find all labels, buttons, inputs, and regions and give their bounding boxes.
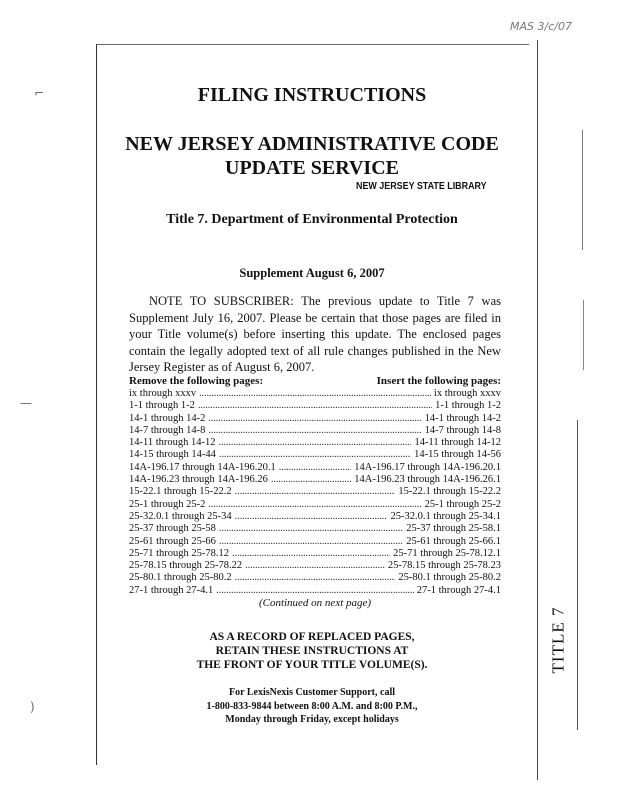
table-header bbox=[129, 375, 501, 387]
remove-pages: 25-1 through 25-2 bbox=[129, 498, 206, 510]
title-tab-label: TITLE 7 bbox=[548, 606, 568, 674]
insert-pages: 27-1 through 27-4.1 bbox=[416, 584, 501, 596]
remove-pages: 25-37 through 25-58 bbox=[129, 523, 216, 535]
remove-pages: 25-61 through 25-66 bbox=[129, 535, 216, 547]
leader-dots bbox=[219, 536, 403, 548]
remove-pages: 27-1 through 27-4.1 bbox=[129, 584, 214, 596]
insert-pages: 14-7 through 14-8 bbox=[424, 424, 501, 436]
customer-support: For LexisNexis Customer Support, call 1-800-833-9844 between 8:00 A.M. and 8:00 P.M., Monday through Friday, except holidays bbox=[206, 687, 418, 725]
table-row bbox=[129, 499, 501, 511]
table-row bbox=[129, 536, 501, 548]
remove-pages: 14-7 through 14-8 bbox=[129, 424, 206, 436]
table-row bbox=[129, 560, 501, 572]
table-row bbox=[129, 449, 501, 461]
remove-pages: 25-80.1 through 25-80.2 bbox=[129, 572, 232, 584]
insert-pages: 15-22.1 through 15-22.2 bbox=[398, 486, 501, 498]
remove-pages: 25-32.0.1 through 25-34 bbox=[129, 510, 232, 522]
remove-pages: 14A-196.17 through 14A-196.20.1 bbox=[129, 461, 276, 473]
table-row bbox=[129, 474, 501, 486]
leader-dots bbox=[235, 572, 396, 584]
remove-pages: 14-15 through 14-44 bbox=[129, 449, 216, 461]
leader-dots bbox=[219, 437, 412, 449]
margin-tick: ⌐ bbox=[34, 86, 45, 100]
page-replacement-table bbox=[129, 375, 501, 609]
code-title: NEW JERSEY ADMINISTRATIVE CODE UPDATE SERVICE bbox=[125, 133, 499, 179]
remove-pages: ix through xxxv bbox=[129, 388, 197, 399]
leader-dots bbox=[219, 523, 403, 535]
insert-column-header: Insert the following pages: bbox=[376, 375, 501, 387]
leader-dots bbox=[235, 486, 396, 498]
leader-dots bbox=[245, 560, 385, 572]
leader-dots bbox=[271, 474, 351, 486]
insert-pages: 14-11 through 14-12 bbox=[414, 437, 501, 449]
insert-pages: 14-15 through 14-56 bbox=[414, 449, 501, 461]
library-stamp: NEW JERSEY STATE LIBRARY bbox=[356, 180, 487, 192]
remove-pages: 25-71 through 25-78.12 bbox=[129, 547, 230, 559]
subject-heading: Title 7. Department of Environmental Protection bbox=[166, 212, 458, 227]
document-title: FILING INSTRUCTIONS bbox=[197, 84, 427, 106]
tab-edge-mark bbox=[583, 300, 584, 370]
insert-pages: 14-1 through 14-2 bbox=[424, 412, 501, 424]
table-row bbox=[129, 413, 501, 425]
margin-tick: ) bbox=[30, 700, 35, 714]
subscriber-note: NOTE TO SUBSCRIBER: The previous update to Title 7 was Supplement July 16, 2007. Please be certain that those pages are filed in your Title volume(s) before inserting this update. The enclosed pages contain the legally adopted text of all rule changes published in the New Jersey Register as of August 6, 2007. bbox=[129, 294, 501, 374]
remove-pages: 25-78.15 through 25-78.22 bbox=[129, 560, 243, 572]
leader-dots bbox=[232, 548, 390, 560]
insert-pages: ix through xxxv bbox=[433, 388, 501, 399]
record-instructions: AS A RECORD OF REPLACED PAGES, RETAIN THESE INSTRUCTIONS AT THE FRONT OF YOUR TITLE VOLUME(S). bbox=[196, 631, 428, 671]
table-rows bbox=[129, 388, 501, 597]
leader-dots bbox=[198, 400, 432, 412]
table-row bbox=[129, 572, 501, 584]
leader-dots bbox=[208, 425, 421, 437]
insert-pages: 1-1 through 1-2 bbox=[435, 400, 501, 412]
table-row bbox=[129, 462, 501, 474]
insert-pages: 25-32.0.1 through 25-34.1 bbox=[390, 510, 501, 522]
remove-pages: 15-22.1 through 15-22.2 bbox=[129, 486, 232, 498]
remove-pages: 1-1 through 1-2 bbox=[129, 400, 195, 412]
insert-pages: 25-61 through 25-66.1 bbox=[406, 535, 501, 547]
table-row bbox=[129, 486, 501, 498]
remove-column-header: Remove the following pages: bbox=[129, 375, 264, 387]
insert-pages: 25-37 through 25-58.1 bbox=[406, 523, 501, 535]
table-row bbox=[129, 548, 501, 560]
leader-dots bbox=[279, 462, 352, 474]
table-row bbox=[129, 400, 501, 412]
insert-pages: 25-71 through 25-78.12.1 bbox=[393, 547, 501, 559]
table-row bbox=[129, 585, 501, 597]
leader-dots bbox=[219, 449, 411, 461]
continued-note: (Continued on next page) bbox=[258, 597, 372, 610]
leader-dots bbox=[208, 413, 421, 425]
insert-pages: 25-1 through 25-2 bbox=[424, 498, 501, 510]
insert-pages: 14A-196.23 through 14A-196.26.1 bbox=[354, 474, 501, 486]
leader-dots bbox=[235, 511, 388, 523]
margin-tick: — bbox=[20, 396, 32, 410]
remove-pages: 14A-196.23 through 14A-196.26 bbox=[129, 474, 268, 486]
leader-dots bbox=[208, 499, 421, 511]
insert-pages: 25-80.1 through 25-80.2 bbox=[398, 572, 501, 584]
tab-edge-mark bbox=[577, 420, 578, 730]
remove-pages: 14-11 through 14-12 bbox=[129, 437, 216, 449]
table-row bbox=[129, 523, 501, 535]
table-row bbox=[129, 388, 501, 400]
leader-dots bbox=[216, 585, 413, 597]
handwritten-note: MAS 3/c/07 bbox=[510, 20, 572, 33]
insert-pages: 25-78.15 through 25-78.23 bbox=[387, 560, 501, 572]
table-row bbox=[129, 511, 501, 523]
supplement-date: Supplement August 6, 2007 bbox=[239, 266, 385, 280]
insert-pages: 14A-196.17 through 14A-196.20.1 bbox=[354, 461, 501, 473]
tab-edge-mark bbox=[582, 130, 583, 250]
leader-dots bbox=[199, 388, 431, 400]
remove-pages: 14-1 through 14-2 bbox=[129, 412, 206, 424]
table-row bbox=[129, 425, 501, 437]
table-row bbox=[129, 437, 501, 449]
